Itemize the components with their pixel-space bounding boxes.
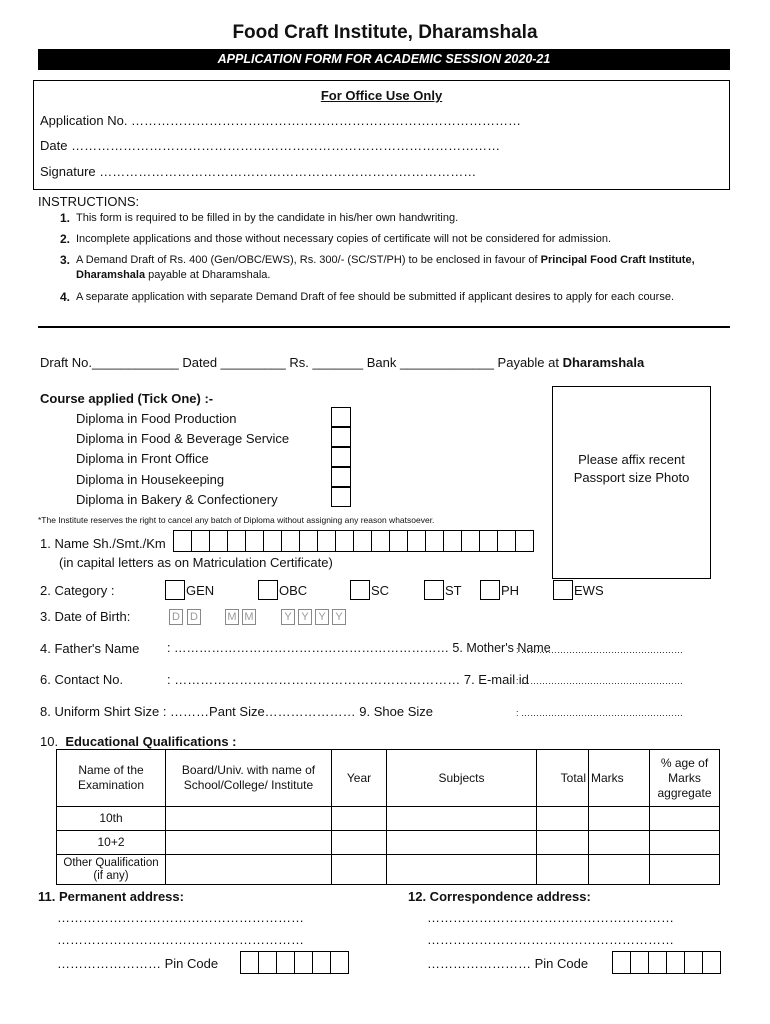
shoe-size-field[interactable]: : ……………………………………………… [516,708,684,718]
char-cell[interactable] [312,951,331,974]
correspondence-address-line[interactable]: ………………………………………………… [427,932,674,947]
char-cell[interactable] [407,530,426,552]
table-cell[interactable] [589,831,650,855]
office-use-title: For Office Use Only [320,88,443,103]
char-cell[interactable] [191,530,210,552]
char-cell[interactable] [425,530,444,552]
permanent-address-line[interactable]: ………………………………………………… [57,910,304,925]
category-ews-label: EWS [574,583,604,598]
table-cell[interactable] [387,855,537,885]
draft-details-line[interactable]: Draft No.____________ Dated _________ Rs. _______ Bank _____________ Payable at Dharamshala [40,355,645,370]
table-cell[interactable] [650,831,720,855]
char-cell[interactable] [389,530,408,552]
course-checkbox[interactable] [331,487,351,507]
form-title: Food Craft Institute, Dharamshala [232,22,538,43]
instructions-heading: INSTRUCTIONS: [38,194,140,209]
table-cell[interactable] [650,855,720,885]
dob-day-digit[interactable]: D [169,609,183,625]
char-cell[interactable] [276,951,295,974]
char-cell[interactable] [173,530,192,552]
char-cell[interactable] [281,530,300,552]
row-label: 10+2 [57,831,166,855]
table-cell[interactable] [537,855,589,885]
dob-label: 3. Date of Birth: [40,609,131,624]
mother-name-field[interactable]: : ……………………………………………… [516,645,684,655]
name-label: 1. Name Sh./Smt./Km [40,536,166,551]
category-label: 2. Category : [40,583,115,598]
char-cell[interactable] [299,530,318,552]
course-heading: Course applied (Tick One) :- [40,391,214,406]
instruction-item: 4. A separate application with separate Demand Draft of fee should be submitted if applicant desires to apply for each course. [60,290,675,304]
category-sc-label: SC [371,583,390,598]
table-cell[interactable] [166,831,332,855]
table-cell[interactable] [387,807,537,831]
char-cell[interactable] [227,530,246,552]
char-cell[interactable] [479,530,498,552]
char-cell[interactable] [245,530,264,552]
permanent-address-heading: 11. Permanent address: [38,889,184,904]
char-cell[interactable] [263,530,282,552]
divider [38,326,730,328]
table-cell[interactable] [537,807,589,831]
category-checkbox-sc[interactable] [350,580,370,600]
char-cell[interactable] [461,530,480,552]
dob-month-digit[interactable]: M [225,609,239,625]
char-cell[interactable] [630,951,649,974]
course-note: *The Institute reserves the right to cancel any batch of Diploma without assigning any reason whatsoever. [38,515,435,525]
table-cell[interactable] [332,831,387,855]
category-checkbox-st[interactable] [424,580,444,600]
table-cell[interactable] [537,831,589,855]
table-row [57,807,720,831]
table-cell[interactable] [589,807,650,831]
table-cell[interactable] [166,807,332,831]
father-name-field[interactable]: : ………………………………………………………… 5. Mother's Name [167,641,551,655]
correspondence-pin-label: …………………… Pin Code [427,956,589,971]
column-header: Subjects [387,750,537,807]
char-cell[interactable] [515,530,534,552]
char-cell[interactable] [330,951,349,974]
char-cell[interactable] [648,951,667,974]
char-cell[interactable] [353,530,372,552]
char-cell[interactable] [702,951,721,974]
instruction-item: 1. This form is required to be filled in by the candidate in his/her own handwriting. [60,211,459,225]
category-checkbox-obc[interactable] [258,580,278,600]
column-header: % age of Marks aggregate [650,750,720,807]
dob-year-digit[interactable]: Y [315,609,329,625]
category-checkbox-ph[interactable] [480,580,500,600]
name-note: (in capital letters as on Matriculation Certificate) [59,555,333,570]
course-checkbox[interactable] [331,467,351,487]
correspondence-address-heading: 12. Correspondence address: [408,889,591,904]
char-cell[interactable] [258,951,277,974]
table-row [57,855,720,885]
instruction-item: 2. Incomplete applications and those without necessary copies of certificate will not be considered for admission. [60,232,612,246]
column-header: Marks [589,750,650,807]
table-cell[interactable] [387,831,537,855]
application-no-line[interactable]: Application No. ……………………………………………………………………………… [40,113,522,128]
photo-text-line2: Passport size Photo [573,470,690,485]
table-row [57,831,720,855]
dob-year-digit[interactable]: Y [298,609,312,625]
char-cell[interactable] [666,951,685,974]
category-gen-label: GEN [186,583,215,598]
contact-label: 6. Contact No. [40,672,124,687]
permanent-address-line[interactable]: ………………………………………………… [57,932,304,947]
name-input-grid[interactable] [173,530,533,552]
uniform-size-line[interactable]: 8. Uniform Shirt Size : ………Pant Size………………… 9. Shoe Size [40,704,434,719]
education-heading: 10. Educational Qualifications : [40,734,237,749]
char-cell[interactable] [497,530,516,552]
course-option-front-office: Diploma in Front Office [76,451,209,466]
char-cell[interactable] [240,951,259,974]
table-cell[interactable] [166,855,332,885]
correspondence-address-line[interactable]: ………………………………………………… [427,910,674,925]
dob-day-digit[interactable]: D [187,609,201,625]
contact-field[interactable]: : ………………………………………………………… 7. E-mail id [167,672,529,687]
date-line[interactable]: Date ……………………………………………………………………………………… [40,138,501,153]
char-cell[interactable] [443,530,462,552]
category-st-label: ST [445,583,462,598]
course-option-housekeeping: Diploma in Housekeeping [76,472,225,487]
char-cell[interactable] [371,530,390,552]
row-label: 10th [57,807,166,831]
char-cell[interactable] [335,530,354,552]
dob-year-digit[interactable]: Y [281,609,295,625]
form-subtitle: APPLICATION FORM FOR ACADEMIC SESSION 2020-21 [38,49,730,70]
father-name-label: 4. Father's Name [40,641,140,656]
instruction-item: 3. A Demand Draft of Rs. 400 (Gen/OBC/EWS), Rs. 300/- (SC/ST/PH) to be enclosed in favour of Principal Food Craft Institute, Dharamshala payable at Dharamshala. [60,253,695,281]
course-checkbox[interactable] [331,407,351,427]
char-cell[interactable] [317,530,336,552]
passport-photo-box[interactable] [552,386,711,579]
column-header: Name of the Examination [57,750,166,807]
category-obc-label: OBC [279,583,308,598]
dob-month-digit[interactable]: M [242,609,256,625]
char-cell[interactable] [209,530,228,552]
course-checkbox[interactable] [331,447,351,467]
table-cell[interactable] [332,807,387,831]
column-header: Year [332,750,387,807]
photo-text-line1: Please affix recent [578,452,685,467]
table-cell[interactable] [650,807,720,831]
course-option-food-production: Diploma in Food Production [76,411,237,426]
course-option-bakery: Diploma in Bakery & Confectionery [76,492,278,507]
course-checkbox[interactable] [331,427,351,447]
permanent-pin-label: …………………… Pin Code [57,956,219,971]
office-use-box [33,80,730,190]
education-table [56,749,720,885]
table-cell[interactable] [589,855,650,885]
row-label: Other Qualification (if any) [57,855,166,885]
category-checkbox-ews[interactable] [553,580,573,600]
char-cell[interactable] [684,951,703,974]
email-field[interactable]: : ……………………………………………… [516,676,684,686]
char-cell[interactable] [612,951,631,974]
column-header: Board/Univ. with name of School/College/ Institute [166,750,332,807]
signature-line[interactable]: Signature …………………………………………………………………………… [40,164,477,179]
category-checkbox-gen[interactable] [165,580,185,600]
category-ph-label: PH [501,583,520,598]
dob-year-digit[interactable]: Y [332,609,346,625]
char-cell[interactable] [294,951,313,974]
column-header: Total [537,750,589,807]
table-cell[interactable] [332,855,387,885]
course-option-food-beverage: Diploma in Food & Beverage Service [76,431,290,446]
